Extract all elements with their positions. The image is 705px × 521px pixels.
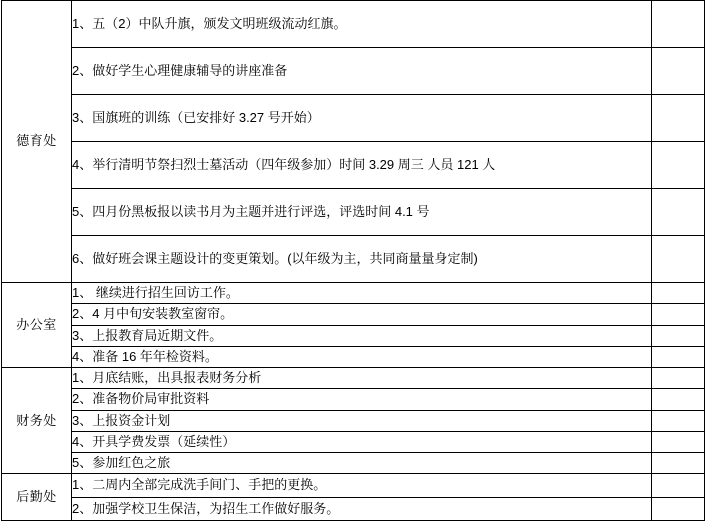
table-row [2,236,705,283]
table-row [2,497,705,520]
note-cell [652,283,705,304]
task-cell: 1、五（2）中队升旗，颁发文明班级流动红旗。 [72,1,652,48]
task-cell: 4、举行清明节祭扫烈士墓活动（四年级参加）时间 3.29 周三 人员 121 人 [72,142,652,189]
task-cell: 2、加强学校卫生保洁，为招生工作做好服务。 [72,497,652,520]
note-cell [652,368,705,389]
task-cell: 5、参加红色之旅 [72,453,652,474]
note-cell [652,1,705,48]
table-row [2,95,705,142]
note-cell [652,389,705,410]
department-cell-4: 后勤处 [2,474,72,521]
note-cell [652,142,705,189]
note-cell [652,453,705,474]
note-cell [652,497,705,520]
department-cell-2: 办公室 [2,283,72,368]
schedule-table [1,0,705,521]
table-row [2,346,705,367]
department-cell-1: 德育处 [2,1,72,283]
task-cell: 1、二周内全部完成洗手间门、手把的更换。 [72,474,652,497]
table-row [2,368,705,389]
task-cell: 3、上报教育局近期文件。 [72,325,652,346]
note-cell [652,325,705,346]
task-cell: 6、做好班会课主题设计的变更策划。(以年级为主，共同商量量身定制) [72,236,652,283]
table-row [2,1,705,48]
task-cell: 1、 继续进行招生回访工作。 [72,283,652,304]
note-cell [652,304,705,325]
note-cell [652,431,705,452]
department-cell-3: 财务处 [2,368,72,474]
task-cell: 4、准备 16 年年检资料。 [72,346,652,367]
table-row [2,48,705,95]
task-cell: 2、做好学生心理健康辅导的讲座准备 [72,48,652,95]
table-row [2,304,705,325]
task-cell: 5、四月份黑板报以读书月为主题并进行评选，评选时间 4.1 号 [72,189,652,236]
task-cell: 4、开具学费发票（延续性） [72,431,652,452]
table-row [2,389,705,410]
table-row [2,410,705,431]
task-cell: 1、月底结账，出具报表财务分析 [72,368,652,389]
note-cell [652,48,705,95]
table-row [2,453,705,474]
task-cell: 2、4 月中旬安装教室窗帘。 [72,304,652,325]
table-body [2,1,705,521]
note-cell [652,346,705,367]
task-cell: 2、准备物价局审批资料 [72,389,652,410]
table-row [2,474,705,497]
note-cell [652,410,705,431]
table-row [2,325,705,346]
table-row [2,283,705,304]
table-row [2,431,705,452]
table-row [2,189,705,236]
note-cell [652,95,705,142]
note-cell [652,189,705,236]
table-row [2,142,705,189]
task-cell: 3、上报资金计划 [72,410,652,431]
task-cell: 3、国旗班的训练（已安排好 3.27 号开始） [72,95,652,142]
note-cell [652,474,705,497]
note-cell [652,236,705,283]
